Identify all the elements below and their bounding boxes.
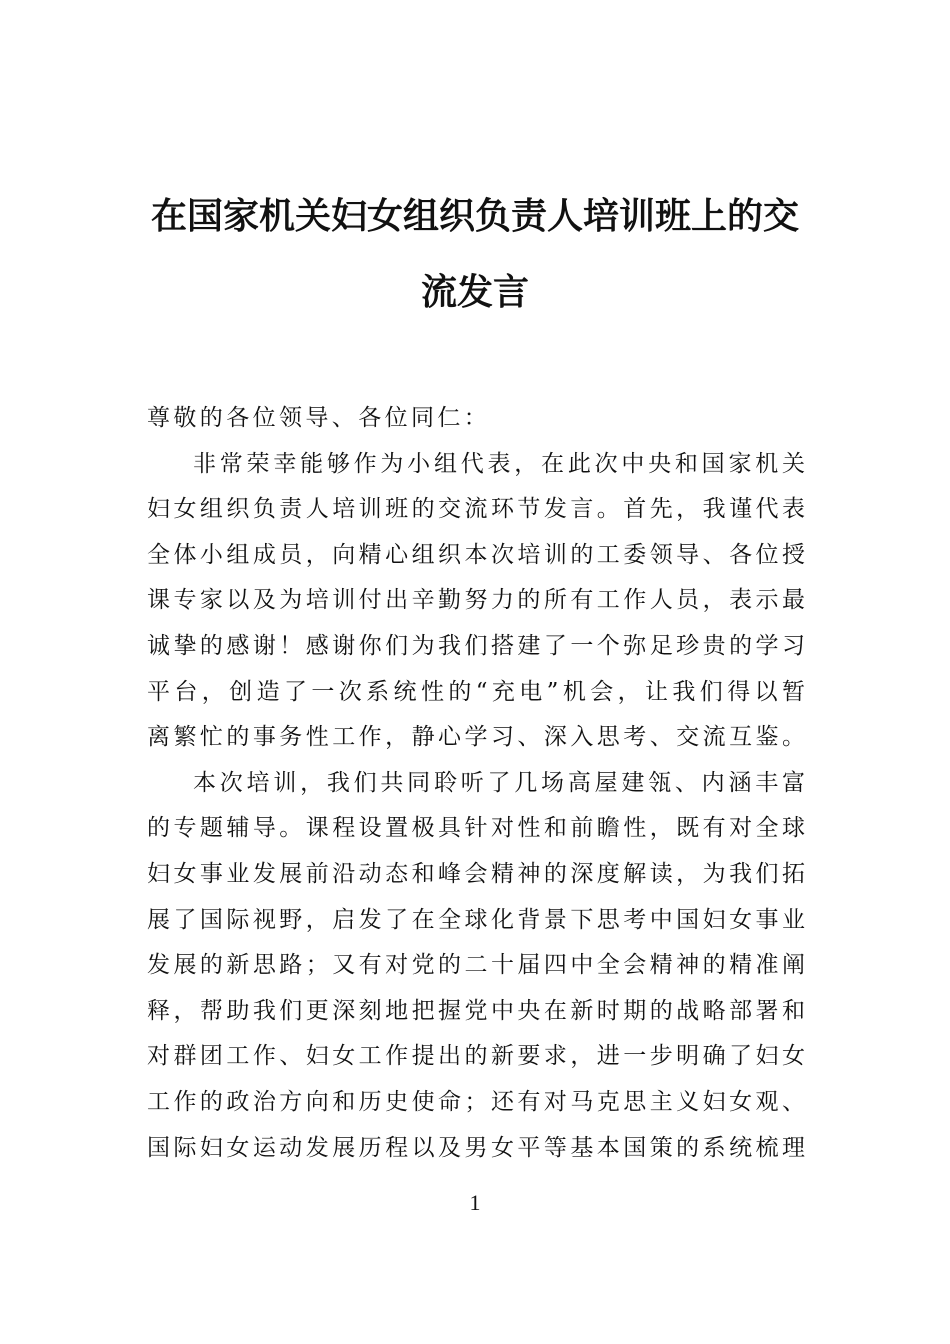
paragraph-line: 本次培训，我们共同聆听了几场高屋建瓴、内涵丰富 [193, 769, 805, 796]
paragraph-line: 释，帮助我们更深刻地把握党中央在新时期的战略部署和 [147, 997, 805, 1024]
paragraph-line: 非常荣幸能够作为小组代表，在此次中央和国家机关 [193, 450, 805, 477]
paragraph-line: 平台，创造了一次系统性的“充电”机会，让我们得以暂 [147, 678, 805, 705]
paragraph-line: 展了国际视野，启发了在全球化背景下思考中国妇女事业 [147, 906, 805, 933]
title-line: 在国家机关妇女组织负责人培训班上的交 [150, 195, 799, 237]
salutation: 尊敬的各位领导、各位同仁： [147, 405, 491, 431]
document-body [147, 396, 805, 1171]
paragraph-line: 妇女事业发展前沿动态和峰会精神的深度解读，为我们拓 [147, 860, 805, 887]
title-line: 流发言 [420, 271, 529, 313]
paragraph-line: 诚挚的感谢！感谢你们为我们搭建了一个弥足珍贵的学习 [147, 632, 805, 659]
paragraph-line: 离繁忙的事务性工作，静心学习、深入思考、交流互鉴。 [147, 724, 805, 751]
paragraph-line: 课专家以及为培训付出辛勤努力的所有工作人员，表示最 [147, 587, 805, 614]
paragraph-line: 国际妇女运动发展历程以及男女平等基本国策的系统梳理 [147, 1134, 805, 1161]
paragraph-line: 的专题辅导。课程设置极具针对性和前瞻性，既有对全球 [147, 815, 805, 842]
paragraph-1 [147, 442, 805, 761]
page-number: 1 [469, 1190, 481, 1215]
paragraph-line: 妇女组织负责人培训班的交流环节发言。首先，我谨代表 [147, 496, 805, 523]
paragraph-line: 全体小组成员，向精心组织本次培训的工委领导、各位授 [147, 541, 805, 568]
paragraph-line: 发展的新思路；又有对党的二十届四中全会精神的精准阐 [147, 952, 805, 979]
paragraph-line: 对群团工作、妇女工作提出的新要求，进一步明确了妇女 [147, 1043, 805, 1070]
paragraph-2 [147, 761, 805, 1171]
paragraph-line: 工作的政治方向和历史使命；还有对马克思主义妇女观、 [147, 1088, 805, 1115]
document-title [148, 178, 802, 330]
